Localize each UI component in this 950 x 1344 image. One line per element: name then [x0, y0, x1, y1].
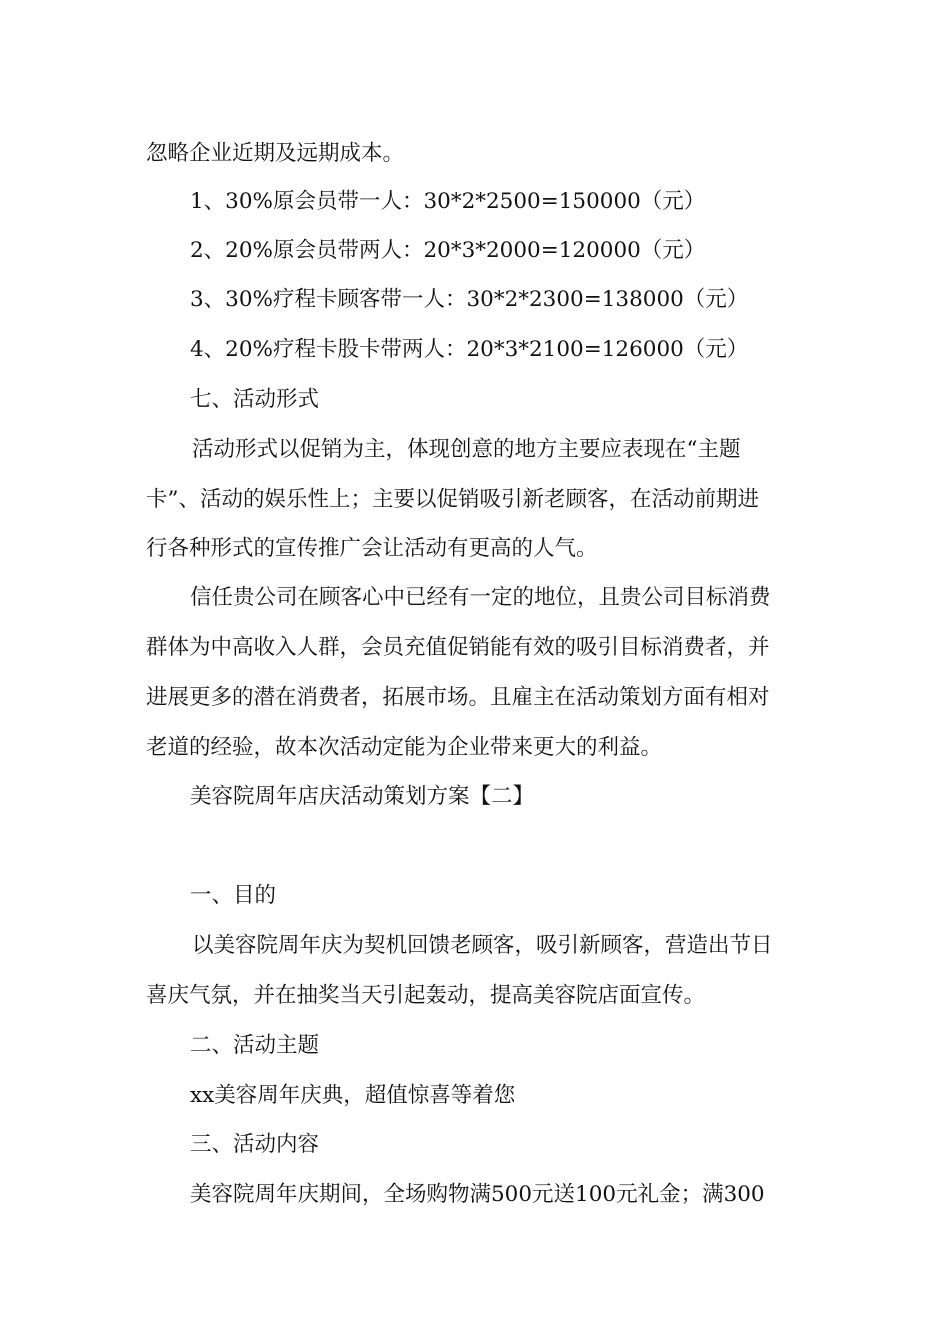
paragraph-line: 卡”、活动的娱乐性上；主要以促销吸引新老顾客，在活动前期进: [146, 487, 759, 512]
paragraph-line: 进展更多的潜在消费者，拓展市场。且雇主在活动策划方面有相对: [146, 685, 770, 710]
text-line: 忽略企业近期及远期成本。: [146, 141, 405, 166]
list-item: 3、30%疗程卡顾客带一人：30*2*2300=138000（元）: [190, 287, 749, 312]
section-heading: 二、活动主题: [190, 1033, 320, 1058]
paragraph-line: 喜庆气氛，并在抽奖当天引起轰动，提高美容院店面宣传。: [146, 983, 706, 1008]
section-heading: 七、活动形式: [190, 387, 320, 412]
paragraph-line: 行各种形式的宣传推广会让活动有更高的人气。: [146, 536, 598, 561]
paragraph-line: 信任贵公司在顾客心中已经有一定的地位，且贵公司目标消费: [190, 585, 771, 610]
paragraph-line: 美容院周年庆期间，全场购物满500元送100元礼金；满300: [190, 1182, 765, 1207]
plan-title: 美容院周年店庆活动策划方案【二】: [190, 784, 535, 809]
section-heading: 一、目的: [190, 883, 277, 908]
paragraph-line: 群体为中高收入人群，会员充值促销能有效的吸引目标消费者，并: [146, 635, 770, 660]
paragraph-line: 活动形式以促销为主，体现创意的地方主要应表现在“主题: [192, 437, 741, 462]
list-item: 4、20%疗程卡股卡带两人：20*3*2100=126000（元）: [190, 337, 749, 362]
paragraph-line: 老道的经验，故本次活动定能为企业带来更大的利益。: [146, 735, 663, 760]
paragraph-line: 以美容院周年庆为契机回馈老顾客，吸引新顾客，营造出节日: [192, 933, 773, 958]
paragraph-line: xx美容周年庆典，超值惊喜等着您: [190, 1083, 516, 1108]
section-heading: 三、活动内容: [190, 1132, 320, 1157]
list-item: 2、20%原会员带两人：20*3*2000=120000（元）: [190, 238, 706, 263]
list-item: 1、30%原会员带一人：30*2*2500=150000（元）: [190, 189, 706, 214]
